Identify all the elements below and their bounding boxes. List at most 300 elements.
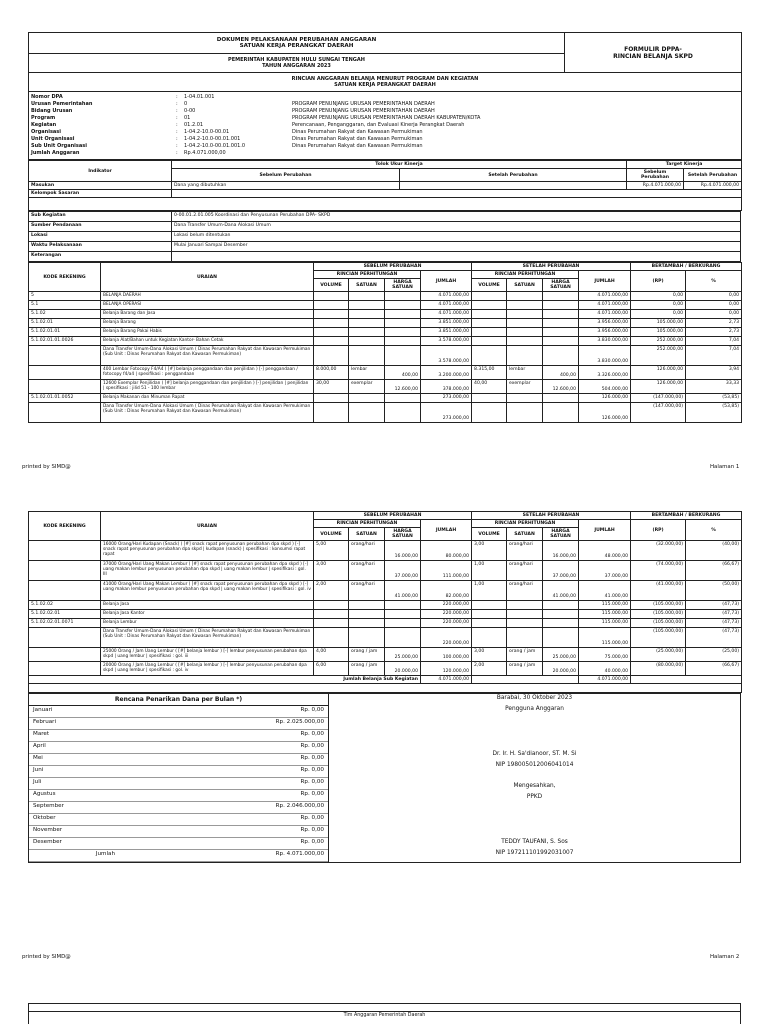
info-desc bbox=[290, 94, 741, 101]
info-row bbox=[29, 94, 741, 101]
tolok-ukur-header: Tolok Ukur Kinerja bbox=[172, 161, 627, 169]
page-number-2: Halaman 2 bbox=[710, 954, 740, 960]
total-label: Jumlah Belanja Sub Kegiatan bbox=[29, 676, 421, 684]
tolok-sebelum-header: Sebelum Perubahan bbox=[172, 169, 400, 182]
harga-sebelum-header-2: HARGA SATUAN bbox=[385, 528, 421, 541]
tim-anggaran-title: Tim Anggaran Pemerintah Daerah bbox=[29, 1011, 740, 1018]
harga-sebelum-cell: 400,00 bbox=[385, 366, 421, 380]
rencana-jumlah-value: Rp. 4.071.000,00 bbox=[119, 850, 328, 862]
harga-setelah-cell bbox=[543, 301, 579, 310]
jumlah-setelah-cell: 504.000,00 bbox=[579, 380, 631, 394]
form-title-line2: RINCIAN BELANJA SKPD bbox=[613, 52, 693, 60]
uraian-cell: 400 Lembar Fotocopy F4/A4 ( [#] belanja penggandaan dan penjilidan ) [-] penggandaan / fotocopy f4/a4 | spesifikasi : penggandaan bbox=[101, 366, 314, 380]
jumlah-setelah-header-2: JUMLAH bbox=[579, 520, 631, 541]
satuan-sebelum-cell bbox=[349, 628, 385, 648]
info-colon: : bbox=[176, 94, 178, 100]
selisih-pct-cell: 7,04 bbox=[686, 346, 742, 366]
rincian-setelah-header-2: RINCIAN PERHITUNGAN bbox=[472, 520, 579, 528]
satuan-sebelum-cell bbox=[349, 337, 385, 346]
sub-kegiatan-table bbox=[28, 211, 741, 262]
jumlah-setelah-cell: 115.000,00 bbox=[579, 610, 631, 619]
harga-setelah-cell: 25.000,00 bbox=[543, 648, 579, 662]
signature-space-2 bbox=[329, 804, 740, 838]
selisih-pct-cell: 2,73 bbox=[686, 328, 742, 337]
harga-sebelum-cell bbox=[385, 301, 421, 310]
info-code: 01 bbox=[184, 115, 191, 121]
selisih-rp-cell: (105.000,00) bbox=[631, 601, 686, 610]
jumlah-setelah-cell: 3.956.000,00 bbox=[579, 319, 631, 328]
kode-rekening-cell bbox=[29, 662, 101, 676]
sub-row bbox=[29, 252, 741, 262]
jumlah-setelah-cell: 115.000,00 bbox=[579, 628, 631, 648]
jumlah-setelah-cell: 3.830.000,00 bbox=[579, 337, 631, 346]
info-row bbox=[29, 143, 741, 150]
harga-sebelum-cell bbox=[385, 403, 421, 423]
jumlah-sebelum-cell: 220.000,00 bbox=[421, 628, 472, 648]
total-row bbox=[29, 676, 742, 684]
satuan-setelah-header: SATUAN bbox=[507, 279, 543, 292]
uraian-cell: Belanja Jasa bbox=[101, 601, 314, 610]
harga-setelah-cell bbox=[543, 337, 579, 346]
jumlah-sebelum-cell: 220.000,00 bbox=[421, 619, 472, 628]
setelah-header-2: SETELAH PERUBAHAN bbox=[472, 512, 631, 520]
jumlah-sebelum-cell: 4.071.000,00 bbox=[421, 310, 472, 319]
pct-header-2: % bbox=[686, 520, 742, 541]
total-diff bbox=[631, 676, 742, 684]
harga-sebelum-cell bbox=[385, 628, 421, 648]
jumlah-setelah-cell: 4.071.000,00 bbox=[579, 292, 631, 301]
target-setelah-value: Rp.4.071.000,00 bbox=[684, 182, 742, 190]
uraian-cell: 12600 Exemplar Penjilidan ( [#] belanja penggandaan dan penjilidan ) [-] penjilidan | penjilidan | spesifikasi : jilid 51 - 100 lembar bbox=[101, 380, 314, 394]
uraian-cell: Belanja Barang Pakai Habis bbox=[101, 328, 314, 337]
masukan-setelah bbox=[400, 182, 627, 190]
target-sebelum-value: Rp.4.071.000,00 bbox=[627, 182, 684, 190]
selisih-pct-cell: 7,04 bbox=[686, 337, 742, 346]
jumlah-sebelum-header: JUMLAH bbox=[421, 271, 472, 292]
signer-nip-2: NIP 197211101992031007 bbox=[495, 850, 574, 856]
masukan-label: Masukan bbox=[29, 182, 172, 190]
tolok-setelah-header: Setelah Perubahan bbox=[400, 169, 627, 182]
volume-setelah-cell: 40,00 bbox=[472, 380, 507, 394]
rencana-month-row bbox=[29, 706, 328, 718]
info-code: 0 bbox=[184, 101, 188, 107]
satuan-setelah-cell bbox=[507, 337, 543, 346]
volume-sebelum-cell bbox=[314, 403, 349, 423]
selisih-rp-cell: 0,00 bbox=[631, 292, 686, 301]
rencana-month-row bbox=[29, 730, 328, 742]
doc-title bbox=[29, 33, 565, 54]
target-sebelum-header: Sebelum Perubahan bbox=[627, 169, 684, 182]
volume-setelah-header-2: VOLUME bbox=[472, 528, 507, 541]
printed-by-2: printed by SIMD@ bbox=[22, 954, 71, 960]
printed-by-1: printed by SIMD@ bbox=[22, 464, 71, 470]
sub-value: Dana Transfer Umum-Dana Alokasi Umum bbox=[172, 222, 741, 232]
masukan-value: Dana yang dibutuhkan bbox=[172, 182, 400, 190]
satuan-setelah-cell bbox=[507, 292, 543, 301]
harga-setelah-cell: 20.000,00 bbox=[543, 662, 579, 676]
volume-setelah-cell: 3,00 bbox=[472, 541, 507, 561]
jumlah-sebelum-cell: 111.000,00 bbox=[421, 561, 472, 581]
kode-rekening-header: KODE REKENING bbox=[29, 263, 101, 292]
jumlah-setelah-cell: 3.830.000,00 bbox=[579, 346, 631, 366]
rencana-month-table bbox=[29, 706, 328, 862]
uraian-cell: Dana Transfer Umum-Dana Alokasi Umum ( Dinas Perumahan Rakyat dan Kawasan Permukiman (Sub Unit : Dinas Perumahan Rakyat dan Kawasan Permukiman) bbox=[101, 346, 314, 366]
jumlah-setelah-cell: 75.000,00 bbox=[579, 648, 631, 662]
selisih-rp-cell: 0,00 bbox=[631, 310, 686, 319]
signer-name-1: Dr. Ir. H. Sa'dianoor, ST. M. Si bbox=[492, 751, 577, 757]
satuan-sebelum-header: SATUAN bbox=[349, 279, 385, 292]
target-kinerja-header: Target Kinerja bbox=[627, 161, 742, 169]
selisih-rp-cell: (105.000,00) bbox=[631, 628, 686, 648]
satuan-setelah-cell: orang/hari bbox=[507, 581, 543, 601]
fiscal-year: TAHUN ANGGARAN 2023 bbox=[262, 63, 331, 69]
table-row bbox=[29, 328, 742, 337]
table-row bbox=[29, 619, 742, 628]
page-2 bbox=[28, 511, 741, 863]
jumlah-setelah-cell: 126.000,00 bbox=[579, 394, 631, 403]
table-row bbox=[29, 319, 742, 328]
harga-sebelum-cell: 12.600,00 bbox=[385, 380, 421, 394]
jumlah-sebelum-cell: 3.200.000,00 bbox=[421, 366, 472, 380]
harga-sebelum-cell bbox=[385, 346, 421, 366]
selisih-rp-cell: (147.000,00) bbox=[631, 394, 686, 403]
kode-rekening-cell: 5.1.02.01 bbox=[29, 319, 101, 328]
table-row bbox=[29, 337, 742, 346]
info-colon: : bbox=[176, 101, 178, 107]
volume-sebelum-cell bbox=[314, 601, 349, 610]
info-code: Rp.4.071.000,00 bbox=[184, 150, 226, 156]
month-value: Rp. 0,00 bbox=[119, 814, 328, 826]
selisih-rp-cell: 0,00 bbox=[631, 301, 686, 310]
info-desc: Dinas Perumahan Rakyat dan Kawasan Permukiman bbox=[292, 143, 423, 149]
volume-sebelum-cell: 5,00 bbox=[314, 541, 349, 561]
selisih-pct-cell: 0,00 bbox=[686, 301, 742, 310]
kode-rekening-cell: 5.1.02 bbox=[29, 310, 101, 319]
selisih-rp-cell: 126.000,00 bbox=[631, 380, 686, 394]
selisih-pct-cell: 3,94 bbox=[686, 366, 742, 380]
info-code: 1-04.2-10.0-00.01.001 bbox=[184, 136, 241, 142]
volume-setelah-cell: 3,00 bbox=[472, 648, 507, 662]
volume-setelah-cell bbox=[472, 346, 507, 366]
kode-rekening-cell bbox=[29, 403, 101, 423]
page-number-1: Halaman 1 bbox=[710, 464, 740, 470]
info-row bbox=[29, 150, 741, 157]
volume-setelah-cell bbox=[472, 610, 507, 619]
volume-setelah-cell bbox=[472, 310, 507, 319]
selisih-rp-cell: (74.000,00) bbox=[631, 561, 686, 581]
kode-rekening-cell bbox=[29, 346, 101, 366]
harga-sebelum-cell bbox=[385, 319, 421, 328]
rencana-month-row bbox=[29, 838, 328, 850]
satuan-sebelum-cell bbox=[349, 619, 385, 628]
selisih-rp-cell: (105.000,00) bbox=[631, 610, 686, 619]
month-label: Mei bbox=[29, 754, 119, 766]
jumlah-setelah-cell: 48.000,00 bbox=[579, 541, 631, 561]
selisih-rp-cell: (41.000,00) bbox=[631, 581, 686, 601]
harga-setelah-cell: 400,00 bbox=[543, 366, 579, 380]
role-ppkd: PPKD bbox=[526, 794, 543, 800]
satuan-setelah-cell: orang / jam bbox=[507, 662, 543, 676]
rincian-table-page1 bbox=[28, 262, 742, 423]
month-value: Rp. 0,00 bbox=[119, 742, 328, 754]
month-value: Rp. 0,00 bbox=[119, 838, 328, 850]
volume-setelah-cell bbox=[472, 394, 507, 403]
selisih-rp-cell: (32.000,00) bbox=[631, 541, 686, 561]
info-colon: : bbox=[176, 122, 178, 128]
jumlah-setelah-cell: 115.000,00 bbox=[579, 619, 631, 628]
month-value: Rp. 0,00 bbox=[119, 766, 328, 778]
info-colon: : bbox=[176, 108, 178, 114]
kode-rekening-cell bbox=[29, 366, 101, 380]
satuan-setelah-cell bbox=[507, 619, 543, 628]
table-row bbox=[29, 628, 742, 648]
satuan-sebelum-cell bbox=[349, 310, 385, 319]
sub-label: Keterangan bbox=[29, 252, 172, 262]
jumlah-setelah-cell: 126.000,00 bbox=[579, 403, 631, 423]
jumlah-sebelum-cell: 120.000,00 bbox=[421, 662, 472, 676]
info-row bbox=[29, 115, 741, 122]
jumlah-setelah-cell: 3.326.000,00 bbox=[579, 366, 631, 380]
month-value: Rp. 0,00 bbox=[119, 754, 328, 766]
selisih-pct-cell: (50,00) bbox=[686, 581, 742, 601]
sub-value: Mulai Januari Sampai Desember bbox=[172, 242, 741, 252]
satuan-setelah-cell bbox=[507, 610, 543, 619]
jumlah-sebelum-cell: 220.000,00 bbox=[421, 610, 472, 619]
pct-header: % bbox=[686, 271, 742, 292]
kode-rekening-cell bbox=[29, 648, 101, 662]
sub-row bbox=[29, 212, 741, 222]
sub-row bbox=[29, 242, 741, 252]
info-desc: PROGRAM PENUNJANG URUSAN PEMERINTAHAN DAERAH bbox=[292, 101, 435, 107]
sub-label: Sumber Pendanaan bbox=[29, 222, 172, 232]
volume-sebelum-cell bbox=[314, 319, 349, 328]
uraian-cell: Belanja Lembur bbox=[101, 619, 314, 628]
rencana-month-row bbox=[29, 826, 328, 838]
satuan-setelah-cell bbox=[507, 301, 543, 310]
uraian-cell: Dana Transfer Umum-Dana Alokasi Umum ( Dinas Perumahan Rakyat dan Kawasan Permukiman (Sub Unit : Dinas Perumahan Rakyat dan Kawasan Permukiman) bbox=[101, 403, 314, 423]
satuan-setelah-cell bbox=[507, 328, 543, 337]
rencana-month-row bbox=[29, 742, 328, 754]
rencana-month-row bbox=[29, 766, 328, 778]
selisih-rp-cell: 105.000,00 bbox=[631, 328, 686, 337]
rencana-jumlah-label: Jumlah bbox=[29, 850, 119, 862]
satuan-setelah-cell bbox=[507, 628, 543, 648]
signer-name-2: TEDDY TAUFANI, S. Sos bbox=[501, 839, 568, 845]
selisih-pct-cell: (47,73) bbox=[686, 619, 742, 628]
info-code: 01.2.01 bbox=[184, 122, 204, 128]
jumlah-setelah-header: JUMLAH bbox=[579, 271, 631, 292]
month-value: Rp. 2.025.000,00 bbox=[119, 718, 328, 730]
table-row bbox=[29, 394, 742, 403]
jumlah-setelah-cell: 115.000,00 bbox=[579, 601, 631, 610]
jumlah-setelah-cell: 4.071.000,00 bbox=[579, 301, 631, 310]
kode-rekening-cell bbox=[29, 380, 101, 394]
info-desc: PROGRAM PENUNJANG URUSAN PEMERINTAHAN DAERAH bbox=[292, 108, 435, 114]
jumlah-sebelum-header-2: JUMLAH bbox=[421, 520, 472, 541]
volume-sebelum-cell: 2,00 bbox=[314, 581, 349, 601]
table-row bbox=[29, 301, 742, 310]
kode-rekening-cell: 5.1 bbox=[29, 301, 101, 310]
selisih-pct-cell: (47,73) bbox=[686, 628, 742, 648]
harga-sebelum-cell bbox=[385, 394, 421, 403]
selisih-rp-cell: (147.000,00) bbox=[631, 403, 686, 423]
table-row bbox=[29, 346, 742, 366]
month-label: Desember bbox=[29, 838, 119, 850]
info-label: Urusan Pemerintahan bbox=[31, 101, 93, 107]
page-3 bbox=[28, 1003, 741, 1024]
harga-sebelum-cell: 16.000,00 bbox=[385, 541, 421, 561]
kode-rekening-cell bbox=[29, 561, 101, 581]
month-label: November bbox=[29, 826, 119, 838]
rincian-title-line1: RINCIAN ANGGARAN BELANJA MENURUT PROGRAM DAN KEGIATAN bbox=[291, 76, 479, 82]
volume-setelah-cell bbox=[472, 319, 507, 328]
sub-value: Lokasi belum ditentukan bbox=[172, 232, 741, 242]
info-code: 0-00 bbox=[184, 108, 196, 114]
info-row bbox=[29, 101, 741, 108]
selisih-rp-cell: 105.000,00 bbox=[631, 319, 686, 328]
table-row bbox=[29, 292, 742, 301]
harga-setelah-cell bbox=[543, 328, 579, 337]
harga-setelah-cell: 12.600,00 bbox=[543, 380, 579, 394]
uraian-cell: 20000 Orang / Jam Uang Lembur ( [#] belanja lembur ) [-] lembur penyusunan perubahan dpa skpd | uang lembur | spesifikasi : gol. iv bbox=[101, 662, 314, 676]
month-value: Rp. 0,00 bbox=[119, 706, 328, 718]
table-row bbox=[29, 403, 742, 423]
jumlah-sebelum-cell: 82.000,00 bbox=[421, 581, 472, 601]
info-code: 1-04.2-10.0-00.01.001.0 bbox=[184, 143, 246, 149]
jumlah-sebelum-cell: 378.000,00 bbox=[421, 380, 472, 394]
satuan-setelah-cell: lembar bbox=[507, 366, 543, 380]
satuan-setelah-cell bbox=[507, 403, 543, 423]
harga-sebelum-cell bbox=[385, 610, 421, 619]
selisih-pct-cell: 0,00 bbox=[686, 310, 742, 319]
satuan-sebelum-cell bbox=[349, 328, 385, 337]
month-label: September bbox=[29, 802, 119, 814]
info-table bbox=[29, 94, 741, 157]
info-colon: : bbox=[176, 150, 178, 156]
kode-rekening-cell bbox=[29, 628, 101, 648]
volume-setelah-cell bbox=[472, 601, 507, 610]
volume-sebelum-cell bbox=[314, 346, 349, 366]
kinerja-table bbox=[28, 160, 742, 211]
harga-setelah-cell bbox=[543, 628, 579, 648]
rp-header-2: (RP) bbox=[631, 520, 686, 541]
info-row bbox=[29, 136, 741, 143]
form-title bbox=[565, 33, 742, 73]
table-row bbox=[29, 366, 742, 380]
harga-setelah-cell: 16.000,00 bbox=[543, 541, 579, 561]
harga-sebelum-cell: 25.000,00 bbox=[385, 648, 421, 662]
harga-setelah-header: HARGA SATUAN bbox=[543, 279, 579, 292]
selisih-rp-cell: 252.000,00 bbox=[631, 346, 686, 366]
volume-sebelum-header: VOLUME bbox=[314, 279, 349, 292]
volume-sebelum-cell bbox=[314, 310, 349, 319]
volume-sebelum-cell bbox=[314, 619, 349, 628]
rp-header: (RP) bbox=[631, 271, 686, 292]
uraian-cell: BELANJA DAERAH bbox=[101, 292, 314, 301]
info-label: Program bbox=[31, 115, 56, 121]
harga-setelah-cell bbox=[543, 310, 579, 319]
volume-setelah-cell: 1,00 bbox=[472, 581, 507, 601]
info-label: Sub Unit Organisasi bbox=[31, 143, 87, 149]
info-label: Jumlah Anggaran bbox=[31, 150, 80, 156]
sebelum-header-2: SEBELUM PERUBAHAN bbox=[314, 512, 472, 520]
info-desc: Perencanaan, Penganggaran, dan Evaluasi Kinerja Perangkat Daerah bbox=[292, 122, 465, 128]
volume-setelah-cell bbox=[472, 292, 507, 301]
info-code: 1-04.01.001 bbox=[184, 94, 215, 100]
table-row bbox=[29, 648, 742, 662]
harga-sebelum-cell bbox=[385, 619, 421, 628]
satuan-sebelum-cell: orang/hari bbox=[349, 541, 385, 561]
selisih-rp-cell: 126.000,00 bbox=[631, 366, 686, 380]
satuan-setelah-cell bbox=[507, 310, 543, 319]
harga-sebelum-cell: 41.000,00 bbox=[385, 581, 421, 601]
harga-setelah-cell bbox=[543, 394, 579, 403]
pemda-block bbox=[29, 54, 565, 73]
signature-block bbox=[329, 694, 741, 863]
table-row bbox=[29, 662, 742, 676]
info-label: Nomor DPA bbox=[31, 94, 63, 100]
harga-sebelum-cell bbox=[385, 310, 421, 319]
rencana-month-row bbox=[29, 778, 328, 790]
harga-setelah-cell bbox=[543, 601, 579, 610]
jumlah-sebelum-cell: 80.000,00 bbox=[421, 541, 472, 561]
uraian-cell: BELANJA OPERASI bbox=[101, 301, 314, 310]
rencana-month-row bbox=[29, 754, 328, 766]
sub-value bbox=[172, 252, 741, 262]
table-row bbox=[29, 310, 742, 319]
table-row bbox=[29, 610, 742, 619]
bertambah-header-2: BERTAMBAH / BERKURANG bbox=[631, 512, 742, 520]
rencana-month-row bbox=[29, 718, 328, 730]
satuan-sebelum-cell: exemplar bbox=[349, 380, 385, 394]
kode-rekening-cell: 5.1.02.01.01.0052 bbox=[29, 394, 101, 403]
info-code: 1-04.2-10.0-00.01 bbox=[184, 129, 230, 135]
volume-setelah-header: VOLUME bbox=[472, 279, 507, 292]
uraian-cell: 16000 Orang/Hari Kudapan (Snack) ( [#] snack rapat penyusunan perubahan dpa skpd ) [-] snack rapat penyusunan perubahan dpa skpd | kudapan (snack) | spesifikasi : konsumsi rapat rapat bbox=[101, 541, 314, 561]
harga-sebelum-cell bbox=[385, 292, 421, 301]
harga-sebelum-cell bbox=[385, 601, 421, 610]
month-label: Agustus bbox=[29, 790, 119, 802]
volume-sebelum-cell: 30,00 bbox=[314, 380, 349, 394]
selisih-pct-cell: (53,85) bbox=[686, 403, 742, 423]
kode-rekening-header-2: KODE REKENING bbox=[29, 512, 101, 541]
harga-sebelum-cell bbox=[385, 328, 421, 337]
selisih-pct-cell: (53,85) bbox=[686, 394, 742, 403]
info-row bbox=[29, 108, 741, 115]
satuan-setelah-cell: orang / jam bbox=[507, 648, 543, 662]
volume-sebelum-header-2: VOLUME bbox=[314, 528, 349, 541]
info-colon: : bbox=[176, 129, 178, 135]
volume-setelah-cell: 2,00 bbox=[472, 662, 507, 676]
info-label: Bidang Urusan bbox=[31, 108, 73, 114]
kode-rekening-cell: 5.1.02.01.01.0026 bbox=[29, 337, 101, 346]
setelah-header: SETELAH PERUBAHAN bbox=[472, 263, 631, 271]
satuan-sebelum-cell bbox=[349, 346, 385, 366]
satuan-setelah-cell bbox=[507, 319, 543, 328]
satuan-sebelum-cell: lembar bbox=[349, 366, 385, 380]
uraian-cell: 37000 Orang/Hari Uang Makan Lembur ( [#] snack rapat penyusunan perubahan dpa skpd ) [-] uang makan lembur penyusunan perubahan dpa skpd | uang makan lembur | spesifikasi : gol. III bbox=[101, 561, 314, 581]
indikator-header: Indikator bbox=[29, 161, 172, 182]
satuan-sebelum-cell bbox=[349, 301, 385, 310]
spacer-row bbox=[29, 198, 742, 211]
role-mengesahkan: Mengesahkan, bbox=[513, 783, 556, 789]
harga-setelah-header-2: HARGA SATUAN bbox=[543, 528, 579, 541]
rincian-title bbox=[29, 73, 742, 92]
month-value: Rp. 0,00 bbox=[119, 826, 328, 838]
rincian-sebelum-header: RINCIAN PERHITUNGAN bbox=[314, 271, 421, 279]
month-label: Oktober bbox=[29, 814, 119, 826]
kode-rekening-cell bbox=[29, 541, 101, 561]
